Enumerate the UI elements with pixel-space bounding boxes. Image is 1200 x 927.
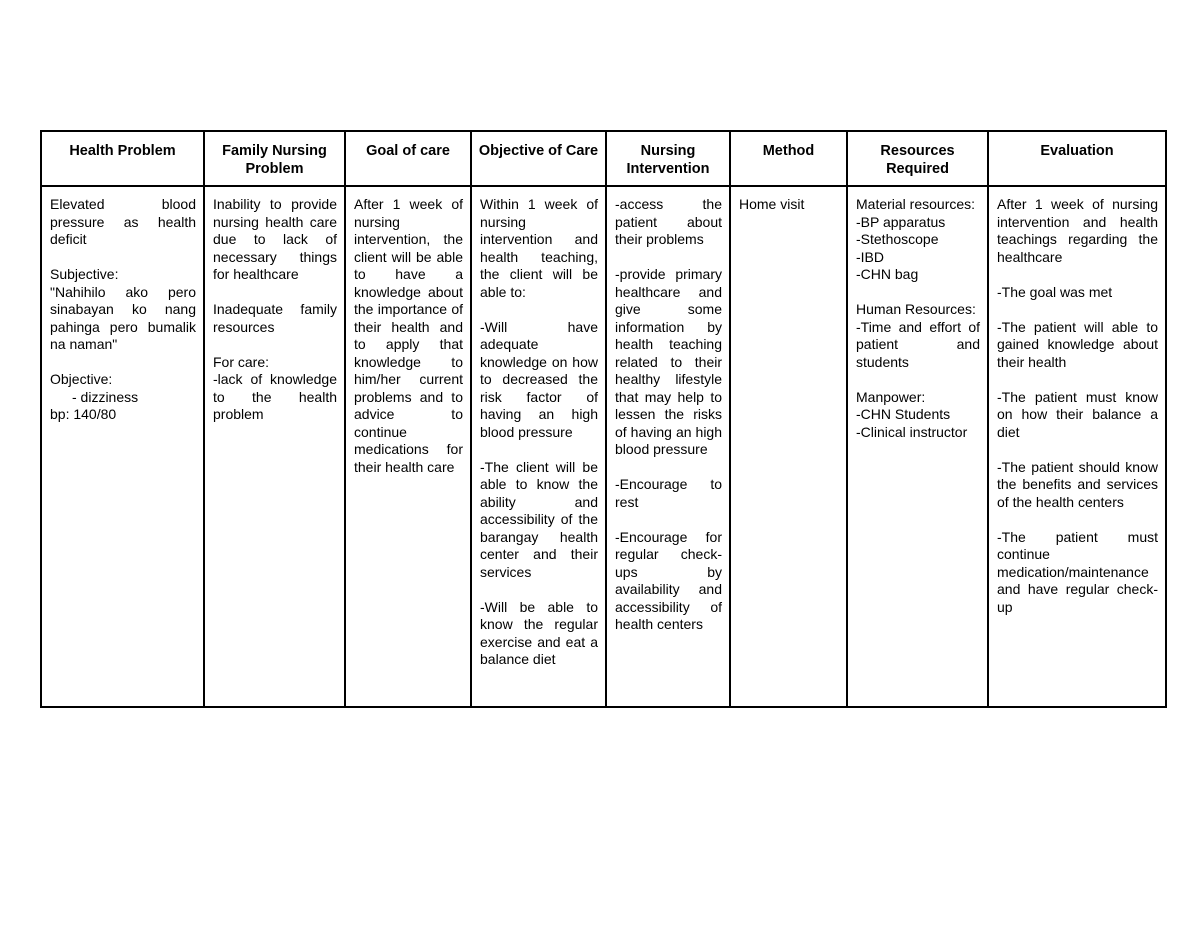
evaluation-2: -The goal was met bbox=[997, 283, 1113, 300]
evaluation-5: -The patient should know the benefits and services of the health centers bbox=[997, 458, 1158, 510]
resource-item: -BP apparatus bbox=[856, 213, 946, 230]
intervention-2: -provide primary healthcare and give some information by health teaching related to their healthy lifestyle that may help to lessen the risks of having an high blood pressure bbox=[615, 266, 722, 457]
resource-item: -Time and effort of patient and students bbox=[856, 318, 980, 370]
header-health-problem: Health Problem bbox=[41, 131, 204, 186]
table-row bbox=[41, 186, 1166, 707]
header-nursing-intervention: Nursing Intervention bbox=[606, 131, 730, 186]
cell-method bbox=[730, 186, 847, 707]
header-evaluation: Evaluation bbox=[988, 131, 1166, 186]
resource-item: -CHN Students bbox=[856, 406, 951, 422]
header-resources-required: Resources Required bbox=[847, 131, 988, 186]
cell-health-problem bbox=[41, 186, 204, 707]
objective-2: -The client will be able to know the ability and accessibility of the barangay health center and their services bbox=[480, 458, 598, 580]
goal-of-care-text: After 1 week of nursing intervention, the client will be able to have a knowledge about the importance of their health and to apply that knowledge to him/her current problems and to advice to continue medications for their health care bbox=[354, 196, 463, 475]
health-problem-text: Elevated blood pressure as health deficit bbox=[50, 196, 196, 247]
cell-family-nursing-problem bbox=[204, 186, 345, 707]
family-problem-2: Inadequate family resources bbox=[213, 301, 337, 335]
resource-item: -CHN bag bbox=[856, 266, 919, 282]
cell-resources-required bbox=[847, 186, 988, 707]
intervention-1: -access the patient about their problems bbox=[615, 196, 722, 247]
objective-label: Objective: bbox=[50, 371, 113, 387]
evaluation-3: -The patient will able to gained knowledge about their health bbox=[997, 318, 1158, 370]
cell-objective-of-care bbox=[471, 186, 606, 707]
family-nursing-care-plan-table bbox=[40, 130, 1167, 708]
blood-pressure-reading: bp: 140/80 bbox=[50, 406, 117, 422]
evaluation-6: -The patient must continue medication/maintenance and have regular check-up bbox=[997, 528, 1158, 615]
subjective-label: Subjective: bbox=[50, 266, 119, 282]
resource-item: -Stethoscope bbox=[856, 231, 939, 247]
human-resources-label: Human Resources: bbox=[856, 301, 976, 317]
header-method: Method bbox=[730, 131, 847, 186]
header-family-nursing-problem: Family Nursing Problem bbox=[204, 131, 345, 186]
objective-1: -Will have adequate knowledge on how to decreased the risk factor of having an high blood pressure bbox=[480, 318, 598, 440]
objective-item: - dizziness bbox=[72, 388, 139, 405]
intervention-3: -Encourage to rest bbox=[615, 476, 722, 510]
material-resources-label: Material resources: bbox=[856, 196, 976, 212]
header-objective-of-care: Objective of Care bbox=[471, 131, 606, 186]
cell-evaluation bbox=[988, 186, 1166, 707]
manpower-label: Manpower: bbox=[856, 388, 926, 405]
for-care-label: For care: bbox=[213, 353, 270, 370]
header-row bbox=[41, 131, 1166, 186]
cell-goal-of-care bbox=[345, 186, 471, 707]
evaluation-4: -The patient must know on how their balance a diet bbox=[997, 388, 1158, 440]
family-problem-3: -lack of knowledge to the health problem bbox=[213, 371, 337, 422]
cell-nursing-intervention bbox=[606, 186, 730, 707]
objective-3: -Will be able to know the regular exercise and eat a balance diet bbox=[480, 598, 598, 667]
subjective-quote: "Nahihilo ako pero sinabayan ko nang pahinga pero bumalik na naman" bbox=[50, 283, 196, 352]
resource-item: -IBD bbox=[856, 248, 884, 265]
objective-intro: Within 1 week of nursing intervention and health teaching, the client will be able to: bbox=[480, 196, 598, 300]
resource-item: -Clinical instructor bbox=[856, 423, 968, 440]
method-text: Home visit bbox=[739, 196, 805, 212]
intervention-4: -Encourage for regular check-ups by availability and accessibility of health centers bbox=[615, 528, 722, 632]
family-problem-1: Inability to provide nursing health care due to lack of necessary things for healthcare bbox=[213, 196, 337, 282]
evaluation-1: After 1 week of nursing intervention and health teachings regarding the healthcare bbox=[997, 196, 1158, 265]
header-goal-of-care: Goal of care bbox=[345, 131, 471, 186]
